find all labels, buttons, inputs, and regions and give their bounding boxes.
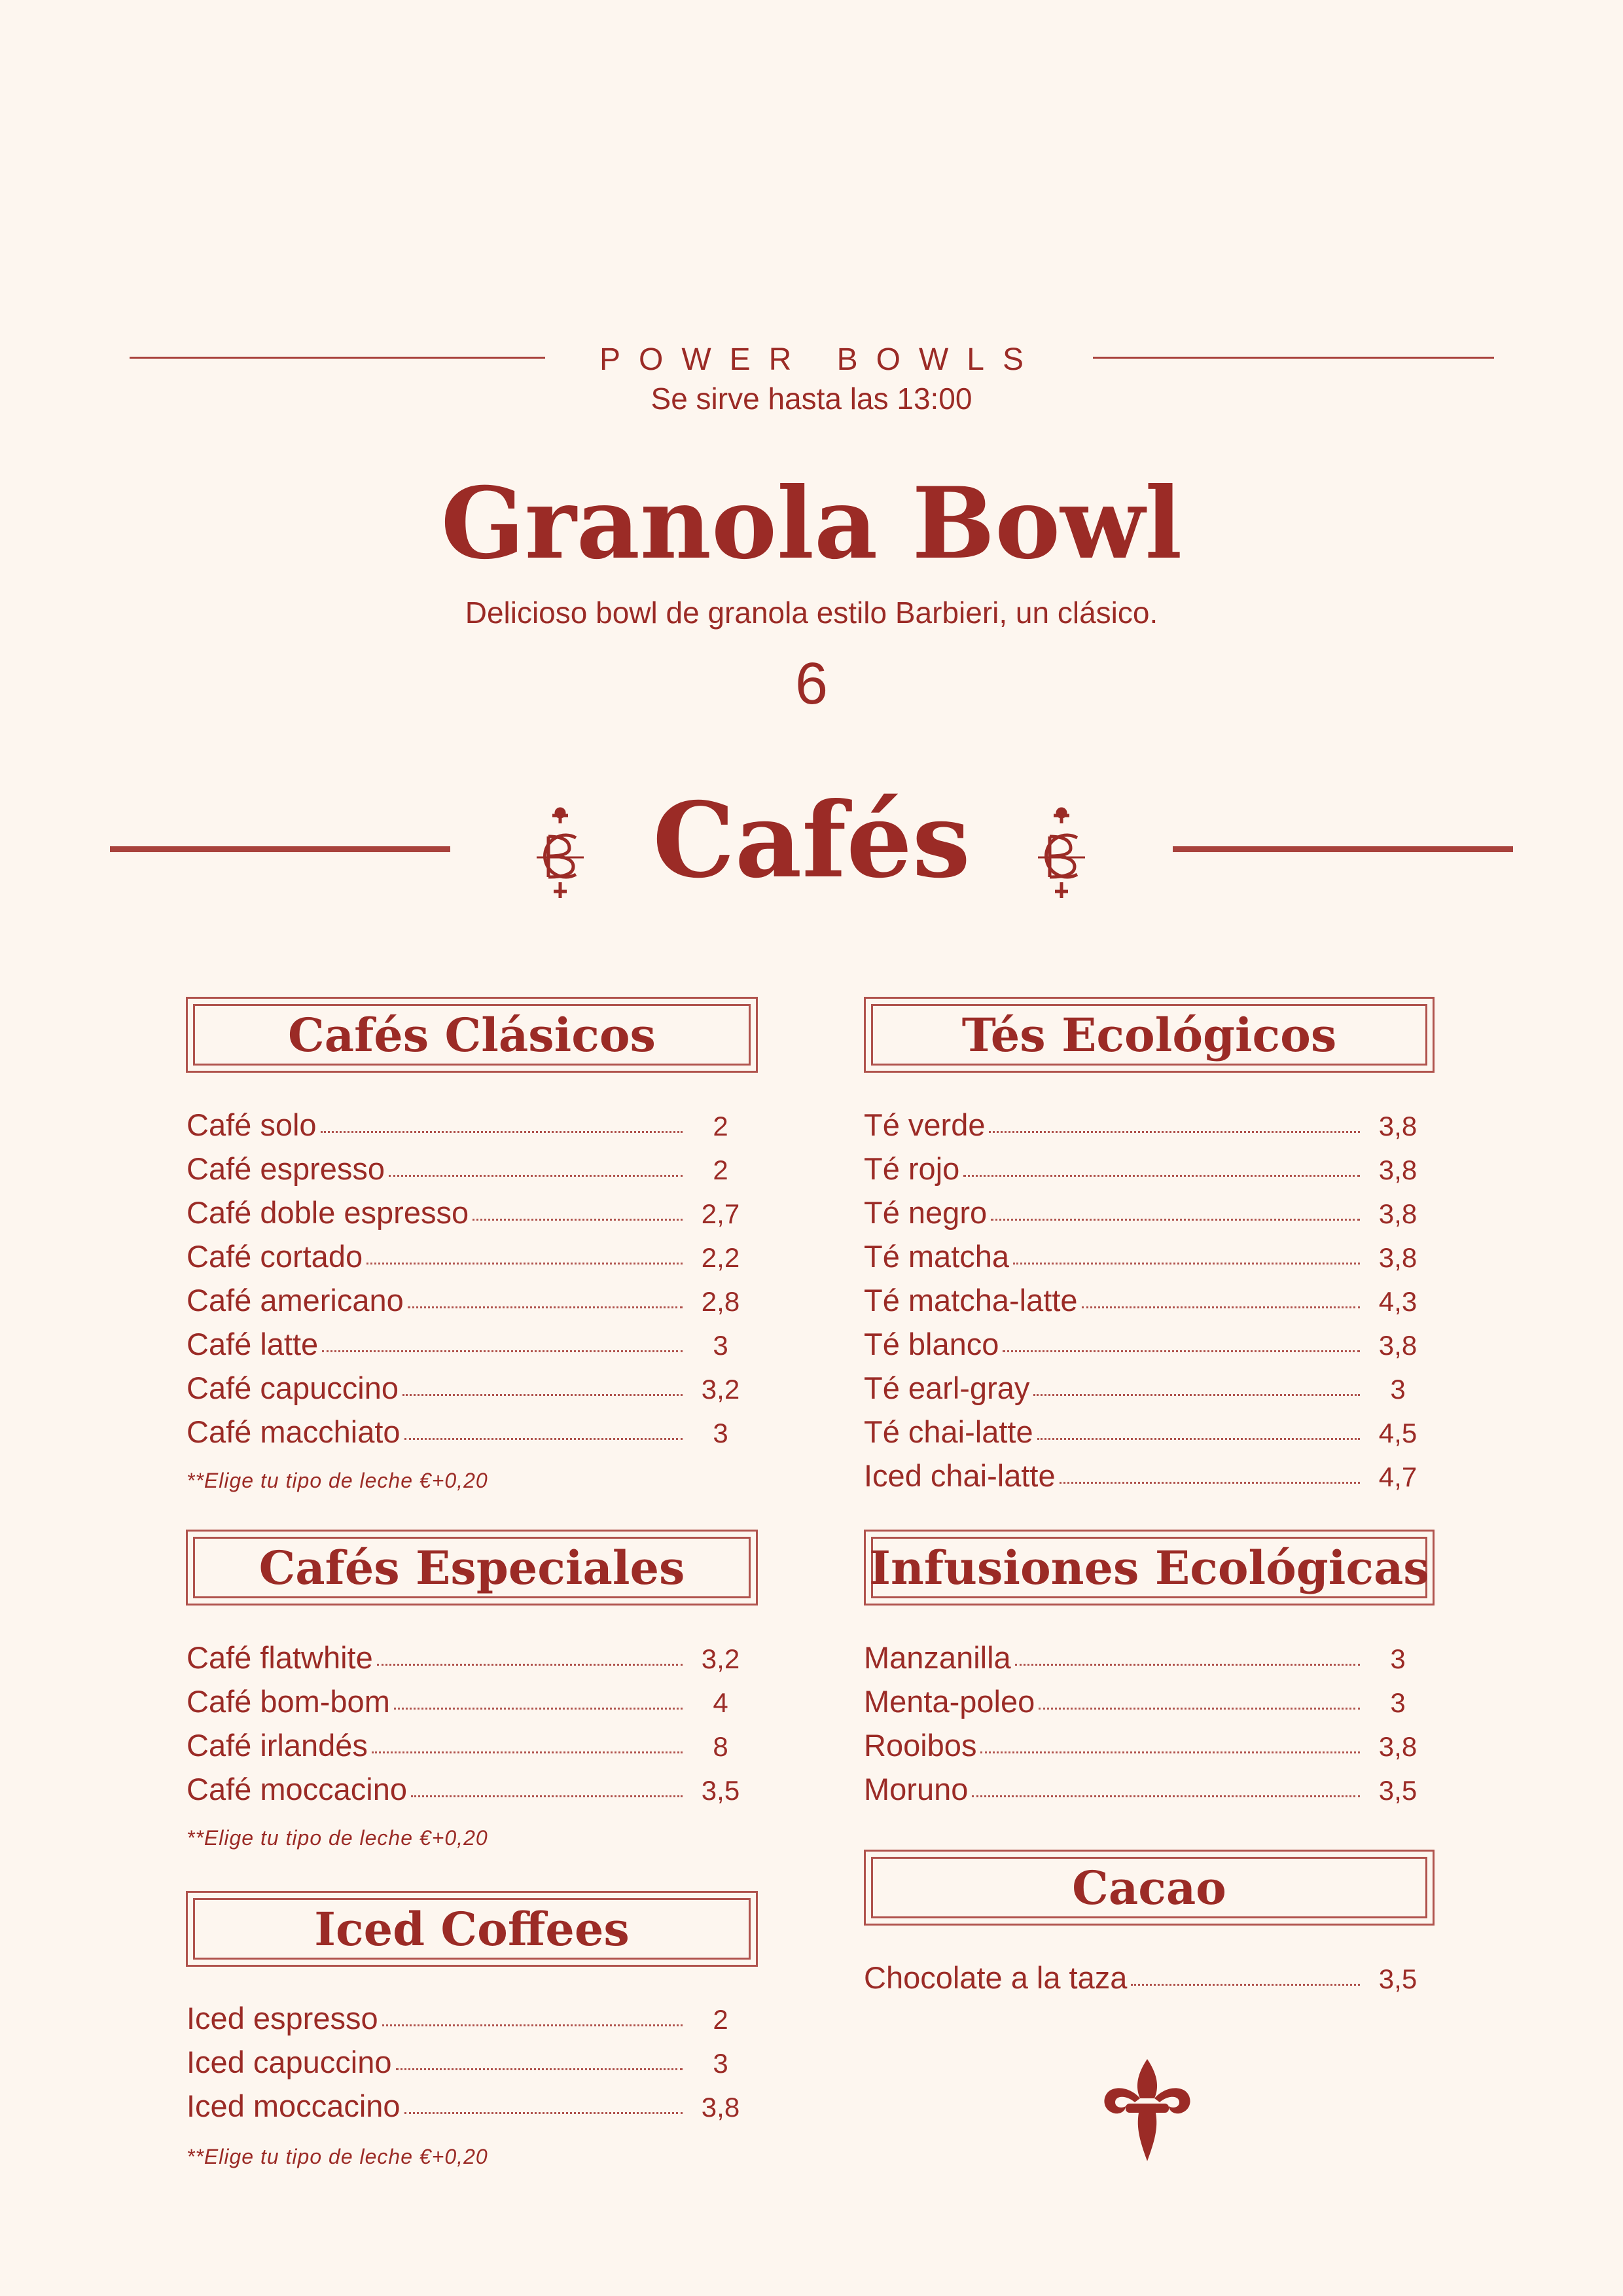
list-item bbox=[864, 1679, 1431, 1723]
item-price: 3,5 bbox=[1378, 1775, 1418, 1806]
item-price: 2 bbox=[713, 1111, 728, 1141]
dot-leader bbox=[989, 1130, 1360, 1133]
item-price: 3,8 bbox=[701, 2092, 740, 2123]
milk-note: **Elige tu tipo de leche €+0,20 bbox=[187, 1469, 488, 1492]
dot-leader bbox=[980, 1751, 1360, 1753]
dot-leader bbox=[1013, 1262, 1360, 1265]
list-item bbox=[864, 1366, 1431, 1410]
item-price: 4 bbox=[713, 1687, 728, 1718]
item-name: Té blanco bbox=[864, 1327, 999, 1361]
dot-leader bbox=[1033, 1393, 1360, 1396]
item-name: Rooibos bbox=[864, 1728, 977, 1763]
item-price: 3,8 bbox=[1378, 1330, 1418, 1361]
tes-ecologicos-list bbox=[864, 1103, 1431, 1498]
granola-bowl-price: 6 bbox=[794, 651, 829, 717]
section-iced-coffees-header bbox=[186, 1891, 758, 1967]
granola-bowl-description: Delicioso bowl de granola estilo Barbieri, un clásico. bbox=[465, 596, 1158, 630]
list-item bbox=[864, 1278, 1431, 1322]
section-cafes-especiales-header bbox=[186, 1530, 758, 1605]
item-price: 4,7 bbox=[1378, 1462, 1418, 1492]
item-name: Moruno bbox=[864, 1772, 969, 1806]
cacao-list bbox=[864, 1956, 1431, 2000]
dot-leader bbox=[394, 1707, 683, 1710]
milk-note: **Elige tu tipo de leche €+0,20 bbox=[187, 1826, 488, 1850]
list-item bbox=[864, 1103, 1431, 1147]
list-item bbox=[187, 1278, 753, 1322]
fleur-de-lis-icon bbox=[1099, 2056, 1195, 2165]
section-title: Cacao bbox=[871, 1857, 1427, 1918]
item-price: 3,2 bbox=[701, 1374, 740, 1405]
item-name: Iced espresso bbox=[187, 2001, 378, 2036]
item-price: 4,3 bbox=[1378, 1286, 1418, 1317]
section-title: Tés Ecológicos bbox=[871, 1004, 1427, 1066]
item-name: Iced moccacino bbox=[187, 2089, 401, 2123]
dot-leader bbox=[402, 1393, 683, 1396]
dot-leader bbox=[1003, 1350, 1360, 1352]
dot-leader bbox=[366, 1262, 683, 1265]
list-item bbox=[864, 1636, 1431, 1679]
item-name: Iced capuccino bbox=[187, 2045, 392, 2079]
item-name: Café bom-bom bbox=[187, 1684, 390, 1719]
item-price: 2 bbox=[713, 1155, 728, 1185]
section-cacao-header bbox=[864, 1850, 1435, 1926]
cafes-clasicos-list bbox=[187, 1103, 753, 1454]
list-item bbox=[864, 1322, 1431, 1366]
item-price: 3,8 bbox=[1378, 1198, 1418, 1229]
item-price: 3,5 bbox=[1378, 1964, 1418, 1994]
item-name: Té negro bbox=[864, 1195, 988, 1230]
dot-leader bbox=[1037, 1437, 1360, 1440]
item-name: Chocolate a la taza bbox=[864, 1960, 1128, 1995]
item-price: 2,8 bbox=[701, 1286, 740, 1317]
dot-leader bbox=[411, 1795, 683, 1797]
dot-leader bbox=[404, 1437, 683, 1440]
item-name: Té matcha-latte bbox=[864, 1283, 1078, 1318]
list-item bbox=[864, 1454, 1431, 1498]
item-price: 3,8 bbox=[1378, 1111, 1418, 1141]
item-price: 8 bbox=[713, 1731, 728, 1762]
list-item bbox=[187, 1147, 753, 1191]
list-item bbox=[864, 1767, 1431, 1811]
dot-leader bbox=[321, 1130, 683, 1133]
section-cafes-clasicos-header bbox=[186, 997, 758, 1073]
item-name: Café irlandés bbox=[187, 1728, 368, 1763]
item-price: 3,8 bbox=[1378, 1242, 1418, 1273]
list-item bbox=[187, 1322, 753, 1366]
item-name: Iced chai-latte bbox=[864, 1458, 1056, 1493]
item-name: Té chai-latte bbox=[864, 1414, 1033, 1449]
dot-leader bbox=[382, 2024, 683, 2026]
item-name: Menta-poleo bbox=[864, 1684, 1035, 1719]
item-price: 2,7 bbox=[701, 1198, 740, 1229]
section-title: Cafés Especiales bbox=[193, 1537, 751, 1598]
list-item bbox=[864, 1234, 1431, 1278]
item-name: Té verde bbox=[864, 1107, 986, 1142]
item-name: Café espresso bbox=[187, 1151, 385, 1186]
list-item bbox=[864, 1191, 1431, 1234]
list-item bbox=[187, 1366, 753, 1410]
dot-leader bbox=[991, 1218, 1360, 1221]
list-item bbox=[187, 1103, 753, 1147]
item-price: 4,5 bbox=[1378, 1418, 1418, 1448]
list-item bbox=[864, 1723, 1431, 1767]
list-item bbox=[187, 1636, 753, 1679]
list-item bbox=[187, 1410, 753, 1454]
item-name: Manzanilla bbox=[864, 1640, 1011, 1675]
item-price: 3 bbox=[1390, 1643, 1406, 1674]
dot-leader bbox=[1131, 1983, 1360, 1986]
item-price: 3 bbox=[1390, 1687, 1406, 1718]
list-item bbox=[187, 1723, 753, 1767]
item-name: Café macchiato bbox=[187, 1414, 401, 1449]
item-price: 3 bbox=[1390, 1374, 1406, 1405]
item-price: 2 bbox=[713, 2004, 728, 2035]
list-item bbox=[864, 1410, 1431, 1454]
section-title: Cafés Clásicos bbox=[193, 1004, 751, 1066]
item-name: Café capuccino bbox=[187, 1371, 399, 1405]
list-item bbox=[864, 1956, 1431, 2000]
list-item bbox=[187, 1679, 753, 1723]
dot-leader bbox=[408, 1306, 683, 1308]
list-item bbox=[864, 1147, 1431, 1191]
item-name: Té rojo bbox=[864, 1151, 960, 1186]
serve-time: Se sirve hasta las 13:00 bbox=[651, 382, 972, 416]
item-price: 3 bbox=[713, 2048, 728, 2079]
item-price: 3,2 bbox=[701, 1643, 740, 1674]
section-tes-ecologicos-header bbox=[864, 997, 1435, 1073]
infusiones-list bbox=[864, 1636, 1431, 1811]
power-bowls-kicker: POWER BOWLS bbox=[599, 342, 1043, 377]
dot-leader bbox=[1039, 1707, 1360, 1710]
item-name: Café americano bbox=[187, 1283, 404, 1318]
section-title: Iced Coffees bbox=[193, 1898, 751, 1960]
cb-monogram-icon bbox=[1025, 804, 1098, 902]
item-price: 3,8 bbox=[1378, 1155, 1418, 1185]
granola-bowl-title: Granola Bowl bbox=[440, 466, 1183, 581]
section-infusiones-header bbox=[864, 1530, 1435, 1605]
cafes-especiales-list bbox=[187, 1636, 753, 1811]
dot-leader bbox=[389, 1174, 683, 1177]
dot-leader bbox=[372, 1751, 683, 1753]
item-price: 3 bbox=[713, 1330, 728, 1361]
iced-coffees-list bbox=[187, 1996, 753, 2128]
list-item bbox=[187, 1767, 753, 1811]
dot-leader bbox=[404, 2111, 683, 2114]
item-name: Café latte bbox=[187, 1327, 319, 1361]
list-item bbox=[187, 1191, 753, 1234]
dot-leader bbox=[322, 1350, 683, 1352]
item-name: Café cortado bbox=[187, 1239, 363, 1274]
dot-leader bbox=[1082, 1306, 1360, 1308]
list-item bbox=[187, 2040, 753, 2084]
dot-leader bbox=[963, 1174, 1360, 1177]
dot-leader bbox=[972, 1795, 1360, 1797]
item-name: Té earl-gray bbox=[864, 1371, 1030, 1405]
dot-leader bbox=[1060, 1481, 1360, 1484]
item-name: Café solo bbox=[187, 1107, 317, 1142]
dot-leader bbox=[1015, 1663, 1360, 1666]
item-name: Té matcha bbox=[864, 1239, 1010, 1274]
dot-leader bbox=[377, 1663, 683, 1666]
item-price: 2,2 bbox=[701, 1242, 740, 1273]
cafes-title: Cafés bbox=[652, 780, 971, 901]
item-price: 3,8 bbox=[1378, 1731, 1418, 1762]
list-item bbox=[187, 1996, 753, 2040]
item-price: 3 bbox=[713, 1418, 728, 1448]
section-title: Infusiones Ecológicas bbox=[871, 1537, 1427, 1598]
milk-note: **Elige tu tipo de leche €+0,20 bbox=[187, 2145, 488, 2168]
dot-leader bbox=[473, 1218, 683, 1221]
list-item bbox=[187, 2084, 753, 2128]
item-name: Café doble espresso bbox=[187, 1195, 469, 1230]
item-name: Café moccacino bbox=[187, 1772, 407, 1806]
list-item bbox=[187, 1234, 753, 1278]
item-price: 3,5 bbox=[701, 1775, 740, 1806]
dot-leader bbox=[396, 2068, 683, 2070]
item-name: Café flatwhite bbox=[187, 1640, 373, 1675]
